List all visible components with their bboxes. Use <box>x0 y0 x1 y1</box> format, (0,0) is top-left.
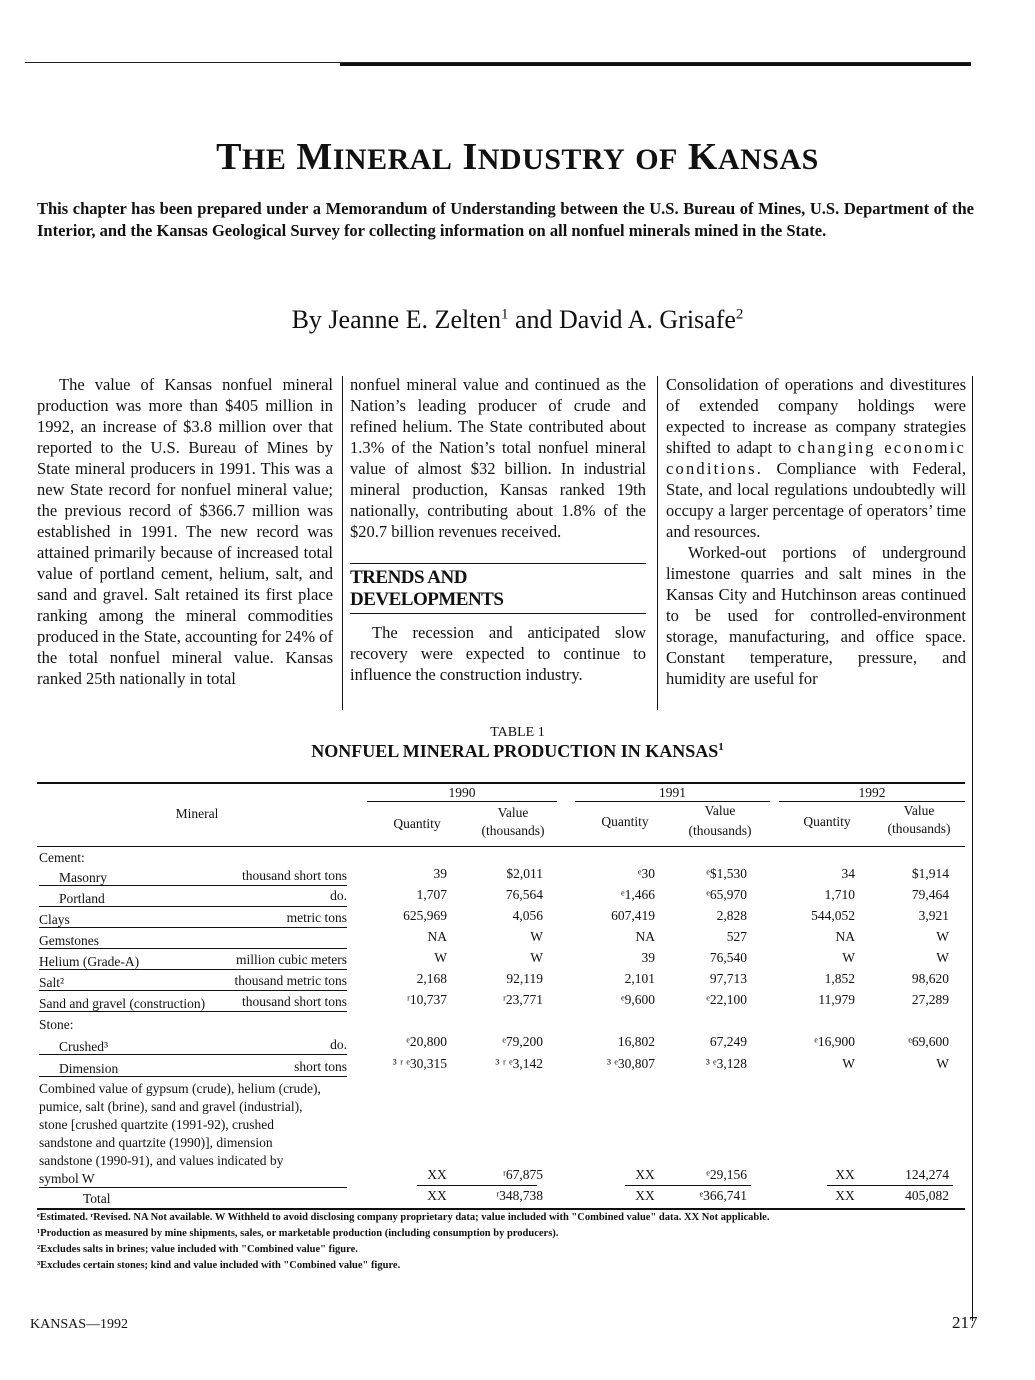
row-unit: do. <box>330 888 347 903</box>
cell-value-1992: $1,914 <box>911 866 949 881</box>
cell-value-1990: $2,011 <box>506 866 543 881</box>
column-3 <box>666 374 966 689</box>
text-run: Consolidation of operations and divestitures of extended company holdings were expected to increase as company strategies shifted to adapt to <box>666 375 966 457</box>
cell-value-1990: 4,056 <box>512 908 543 923</box>
body-paragraph: The recession and anticipated slow recovery were expected to continue to influence the construction industry. <box>350 623 646 684</box>
header-bottom-rule <box>37 846 965 847</box>
cell-quantity-1991: ᵉ1,466 <box>621 887 655 902</box>
row-label: Salt² <box>39 975 65 990</box>
cell-quantity-1992: NA <box>835 929 855 944</box>
year-header: 1990 <box>448 785 476 800</box>
column-header-value: Value <box>903 803 935 818</box>
page-title <box>0 135 1035 179</box>
row-unit: do. <box>330 1037 347 1052</box>
column-header-value-unit: (thousands) <box>887 821 951 836</box>
cell-quantity-1992: W <box>842 1056 855 1071</box>
cell-quantity-1991: ᵉ9,600 <box>621 992 655 1007</box>
combined-value-1992: 124,274 <box>905 1167 949 1182</box>
combined-label-line: Combined value of gypsum (crude), helium (crude), <box>39 1081 321 1096</box>
row-label: Crushed³ <box>59 1039 109 1054</box>
cell-quantity-1991: 16,802 <box>617 1034 655 1049</box>
row-label: Sand and gravel (construction) <box>39 996 206 1011</box>
cell-quantity-1992: 11,979 <box>818 992 855 1007</box>
title-word: ANSAS <box>717 143 819 176</box>
row-unit: metric tons <box>286 910 347 925</box>
page-number: 217 <box>952 1313 978 1332</box>
cell-quantity-1992: 34 <box>841 866 855 881</box>
row-unit: million cubic meters <box>236 952 347 967</box>
total-quantity-1992: XX <box>835 1188 855 1203</box>
cell-quantity-1992: 1,852 <box>824 971 855 986</box>
author-1: By Jeanne E. Zelten <box>291 305 501 334</box>
title-letter: M <box>296 136 333 178</box>
body-paragraph: The value of Kansas nonfuel mineral production was more than $405 million in 1992, an increase of $3.8 million over that reported to the U.S. Bureau of Mines by State mineral producers in 1991. This was a new State record for nonfuel mineral value; the previous record of $366.7 million was established in 1991. The new record was attained primarily because of increased total value of portland cement, helium, salt, and sand and gravel. Salt retained its first place ranking among the mineral commodities produced in the State, accounting for 24% of the total nonfuel mineral value. Kansas ranked 25th nationally in total <box>37 375 333 688</box>
column-divider <box>342 376 343 710</box>
total-value-1990: ʳ348,738 <box>496 1188 543 1203</box>
running-footer: KANSAS—1992 <box>30 1317 129 1332</box>
column-1 <box>37 374 333 689</box>
cell-quantity-1990: 625,969 <box>403 908 447 923</box>
sum-rule <box>625 1185 751 1186</box>
combined-value-1990: ʳ67,875 <box>502 1167 543 1182</box>
cell-quantity-1990: NA <box>427 929 447 944</box>
cell-quantity-1991: NA <box>635 929 655 944</box>
top-rule-thick <box>340 63 971 66</box>
table-footnotes <box>37 1210 769 1274</box>
row-unit: thousand short tons <box>241 868 347 883</box>
row-label: Helium (Grade-A) <box>39 954 140 969</box>
footnote: ²Excludes salts in brines; value included with "Combined value" figure. <box>37 1244 358 1255</box>
combined-label-line: sandstone and quartzite (1990)], dimension <box>39 1135 273 1150</box>
table-title-footnote-mark: 1 <box>718 741 724 753</box>
cell-value-1991: ᵉ$1,530 <box>706 866 747 881</box>
row-unit: thousand metric tons <box>234 973 347 988</box>
sum-rule <box>417 1185 537 1186</box>
table-top-rule <box>37 782 965 784</box>
row-underline <box>39 1054 347 1055</box>
cell-quantity-1990: 2,168 <box>416 971 447 986</box>
row-underline <box>39 948 347 949</box>
cell-value-1991: 97,713 <box>709 971 747 986</box>
byline <box>0 305 1035 335</box>
combined-value-1991: ᵉ29,156 <box>706 1167 747 1182</box>
cell-value-1992: 27,289 <box>911 992 949 1007</box>
page-right-rule <box>972 376 973 1321</box>
year-underline <box>779 801 965 802</box>
cell-value-1990: ᵉ79,200 <box>502 1034 543 1049</box>
author-2-footnote-mark: 2 <box>735 306 744 323</box>
year-header: 1992 <box>858 785 886 800</box>
combined-quantity-1992: XX <box>835 1167 855 1182</box>
row-label: Dimension <box>59 1061 119 1076</box>
column-divider <box>657 376 658 710</box>
total-label: Total <box>83 1191 111 1206</box>
row-label: Portland <box>59 891 105 906</box>
text-run: changing economic conditions. <box>666 438 967 478</box>
row-label: Cement: <box>39 850 85 865</box>
cell-value-1990: 92,119 <box>506 971 543 986</box>
footnote: ³Excludes certain stones; kind and value included with "Combined value" figure. <box>37 1260 401 1271</box>
intro-statement: This chapter has been prepared under a Memorandum of Understanding between the U.S. Bureau of Mines, U.S. Department of the Interior, and the Kansas Geological Survey for collecting information on all nonfuel minerals mined in the State. <box>37 199 974 240</box>
cell-quantity-1991: 2,101 <box>624 971 655 986</box>
cell-quantity-1992: ᵉ16,900 <box>814 1034 855 1049</box>
cell-value-1991: 67,249 <box>709 1034 747 1049</box>
cell-value-1990: ʳ23,771 <box>502 992 543 1007</box>
title-letter: I <box>462 136 478 178</box>
column-header-value-unit: (thousands) <box>481 823 545 838</box>
column-header-quantity: Quantity <box>601 814 649 829</box>
cell-value-1992: W <box>936 950 949 965</box>
column-2 <box>350 374 646 685</box>
title-letter: T <box>216 136 243 178</box>
cell-quantity-1990: 1,707 <box>416 887 447 902</box>
table-title-text: NONFUEL MINERAL PRODUCTION IN KANSAS <box>311 741 719 761</box>
cell-value-1991: ᵉ65,970 <box>706 887 747 902</box>
row-label: Clays <box>39 912 70 927</box>
combined-label-line: pumice, salt (brine), sand and gravel (industrial), <box>39 1099 303 1114</box>
row-underline <box>39 969 347 970</box>
sum-rule <box>827 1185 953 1186</box>
cell-value-1991: 2,828 <box>716 908 747 923</box>
text-run: Compliance with Federal, State, and local regulations undoubtedly will occupy a larger percentage of operators’ time and resources. <box>666 459 966 541</box>
row-underline <box>39 1187 347 1188</box>
row-underline <box>39 990 347 991</box>
column-header-value: Value <box>704 803 736 818</box>
year-underline <box>575 801 770 802</box>
total-quantity-1990: XX <box>427 1188 447 1203</box>
row-underline <box>39 1076 347 1077</box>
total-quantity-1991: XX <box>635 1188 655 1203</box>
section-heading-line: TRENDS AND <box>350 567 467 588</box>
combined-label-line: stone [crushed quartzite (1991-92), crushed <box>39 1117 275 1132</box>
cell-value-1992: 3,921 <box>918 908 949 923</box>
column-header-value-unit: (thousands) <box>688 823 752 838</box>
column-header-mineral: Mineral <box>175 806 219 821</box>
title-word: NDUSTRY <box>477 143 626 176</box>
total-value-1991: ᵉ366,741 <box>699 1188 747 1203</box>
title-word: INERAL <box>332 143 453 176</box>
title-letter: K <box>687 136 718 178</box>
row-label: Masonry <box>59 870 107 885</box>
cell-quantity-1992: W <box>842 950 855 965</box>
author-2: and David A. Grisafe <box>508 305 736 334</box>
cell-quantity-1990: ᵉ20,800 <box>406 1034 447 1049</box>
body-paragraph: nonfuel mineral value and continued as the Nation’s leading producer of crude and refined helium. The State contributed about 1.3% of the Nation’s total nonfuel mineral value of almost $32 billion. In industrial mineral production, Kansas ranked 19th nationally, contributing about 1.8% of the $20.7 billion revenues received. <box>350 375 646 541</box>
footnote: ¹Production as measured by mine shipments, sales, or marketable production (including consumption by producers). <box>37 1228 559 1239</box>
year-header: 1991 <box>659 785 686 800</box>
cell-quantity-1991: ³ ᵉ30,807 <box>606 1056 655 1071</box>
section-heading-line: DEVELOPMENTS <box>350 589 504 610</box>
section-heading <box>350 563 646 614</box>
title-word: OF <box>635 143 678 176</box>
row-unit: short tons <box>294 1059 347 1074</box>
table-number: TABLE 1 <box>490 725 545 740</box>
cell-value-1990: W <box>530 950 543 965</box>
cell-value-1990: ³ ʳ ᵉ3,142 <box>495 1056 543 1071</box>
column-header-quantity: Quantity <box>803 814 851 829</box>
cell-quantity-1990: 39 <box>433 866 447 881</box>
cell-value-1992: W <box>936 1056 949 1071</box>
body-paragraph <box>666 374 966 542</box>
cell-quantity-1992: 1,710 <box>824 887 855 902</box>
cell-value-1991: 76,540 <box>709 950 747 965</box>
cell-quantity-1991: ᵉ30 <box>638 866 655 881</box>
total-value-1992: 405,082 <box>905 1188 949 1203</box>
cell-quantity-1990: W <box>434 950 447 965</box>
cell-value-1991: 527 <box>726 929 747 944</box>
cell-value-1991: ³ ᵉ3,128 <box>705 1056 747 1071</box>
combined-label-line: sandstone (1990-91), and values indicated by <box>39 1153 284 1168</box>
cell-value-1992: 79,464 <box>911 887 949 902</box>
row-underline <box>39 927 347 928</box>
cell-value-1992: W <box>936 929 949 944</box>
cell-value-1992: ᵉ69,600 <box>908 1034 949 1049</box>
row-label: Gemstones <box>39 933 99 948</box>
combined-quantity-1991: XX <box>635 1167 655 1182</box>
cell-quantity-1990: ³ ʳ ᵉ30,315 <box>392 1056 447 1071</box>
column-header-value: Value <box>497 805 529 820</box>
title-word: HE <box>242 143 287 176</box>
cell-quantity-1992: 544,052 <box>811 908 855 923</box>
cell-value-1992: 98,620 <box>911 971 949 986</box>
combined-label-line: symbol W <box>39 1171 95 1186</box>
row-underline <box>39 1011 347 1012</box>
row-label: Stone: <box>39 1017 74 1032</box>
row-unit: thousand short tons <box>241 994 347 1009</box>
author-1-footnote-mark: 1 <box>500 306 509 323</box>
row-underline <box>39 885 347 886</box>
column-header-quantity: Quantity <box>393 816 441 831</box>
cell-quantity-1990: ʳ10,737 <box>406 992 447 1007</box>
footnote: ᵉEstimated. ʳRevised. NA Not available. W Withheld to avoid disclosing company proprietary data; value included with "Combined value" data. XX Not applicable. <box>37 1212 770 1223</box>
cell-quantity-1991: 39 <box>641 950 655 965</box>
cell-value-1991: ᵉ22,100 <box>706 992 747 1007</box>
cell-value-1990: 76,564 <box>505 887 543 902</box>
row-underline <box>39 906 347 907</box>
body-paragraph: Worked-out portions of underground limestone quarries and salt mines in the Kansas City and Hutchinson areas continued to be used for controlled-environment storage, manufacturing, and office space. Constant temperature, pressure, and humidity are useful for <box>666 543 966 688</box>
cell-quantity-1991: 607,419 <box>611 908 655 923</box>
year-underline <box>367 801 557 802</box>
combined-quantity-1990: XX <box>427 1167 447 1182</box>
cell-value-1990: W <box>530 929 543 944</box>
table-title <box>0 741 1035 762</box>
